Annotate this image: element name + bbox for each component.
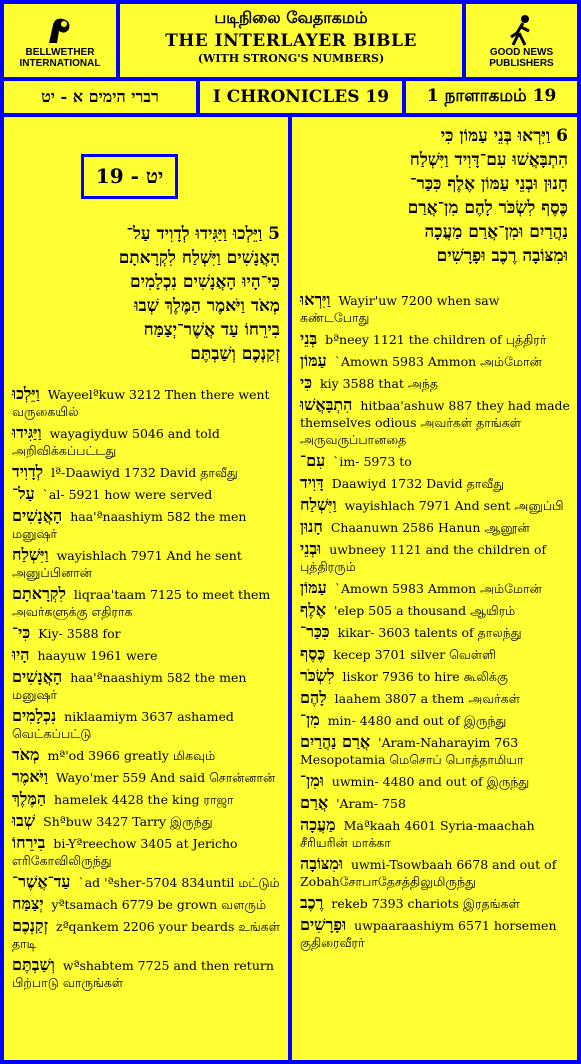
gloss-text: uwmin- 4480 and out of இருந்து	[331, 774, 530, 789]
hebrew-verse-line: וּמִצּוֹבָה רֶכֶב וּפָרָשִׁים	[436, 246, 568, 266]
gloss-entry	[12, 707, 282, 742]
hebrew-word: הַמֶּלֶךְ	[12, 789, 47, 808]
main-title: THE INTERLAYER BIBLE	[165, 31, 417, 51]
gloss-entry	[12, 895, 282, 913]
gloss-text: Shªbuw 3427 Tarry இருந்து	[43, 814, 213, 829]
hebrew-word: וַיִּרְאוּ	[300, 290, 331, 309]
gloss-entry	[300, 496, 570, 514]
good-news-logo-line1: GOOD NEWS	[489, 46, 554, 58]
good-news-runner-icon	[505, 13, 539, 47]
gloss-entry	[300, 474, 570, 492]
hebrew-word: לִקְרָאתָם	[12, 584, 66, 603]
gloss-entry	[300, 645, 570, 663]
gloss-entry	[300, 711, 570, 729]
gloss-entry	[12, 485, 282, 503]
gloss-text: mª'od 3966 greatly மிகவும்	[47, 748, 216, 763]
gloss-text: Wayir'uw 7200 when saw கண்டபோது	[300, 293, 500, 325]
hebrew-word: וַיִּשְׁלַח	[300, 495, 337, 514]
gloss-text: wayishlach 7971 And sent அனுப்பி	[344, 498, 564, 513]
gloss-entry	[12, 385, 282, 420]
gloss-text: uwpaaraashiym 6571 horsemen குதிரைவீரர்	[300, 918, 557, 950]
gloss-text: niklaamiym 3637 ashamed வெட்கப்பட்டு	[12, 709, 234, 741]
gloss-text: haa'ªnaashiym 582 the men மனுஷர்	[12, 670, 247, 702]
gloss-entry	[300, 518, 570, 536]
gloss-text: min- 4480 and out of இருந்து	[327, 713, 507, 728]
header-title-block	[120, 4, 462, 77]
gloss-entry	[300, 330, 570, 348]
right-hebrew-verse	[300, 124, 568, 268]
gloss-entry	[300, 623, 570, 641]
hebrew-verse-line: הָאֲנָשִׁים וַיִּשְׁלַח לִקְרָאתָם	[118, 248, 280, 268]
hebrew-word: וּמִצּוֹבָה	[300, 854, 343, 873]
hebrew-word: דָּוִיד	[300, 473, 324, 492]
gloss-entry	[300, 816, 570, 851]
hebrew-word: כִּי־	[12, 623, 31, 642]
gloss-entry	[300, 374, 570, 392]
bellwether-ram-icon	[43, 13, 77, 47]
gloss-text: kikar- 3603 talents of தாலந்து	[337, 625, 522, 640]
hebrew-word: וַיִּשְׁלַח	[12, 545, 49, 564]
hebrew-word: וְשַׁבְתֶּם	[12, 955, 55, 974]
gloss-entry	[12, 463, 282, 481]
gloss-entry	[12, 424, 282, 459]
gloss-entry	[300, 540, 570, 575]
hebrew-word: וּמִן־	[300, 771, 324, 790]
hebrew-word: שְׁבוּ	[12, 811, 36, 830]
gloss-entry	[300, 352, 570, 370]
hebrew-verse-line: 5 וַיֵּלְכוּ וַיַּגִּידוּ לְדָוִיד עַל־	[126, 224, 280, 244]
gloss-text: liskor 7936 to hire கூலிக்கு	[342, 669, 508, 684]
gloss-entry	[300, 291, 570, 326]
hebrew-word: עַד־אֲשֶׁר־	[12, 872, 71, 891]
gloss-entry	[12, 507, 282, 542]
hebrew-word: אֲרַם נַהֲרַיִם	[300, 732, 371, 751]
gloss-text: yªtsamach 6779 be grown வளரும்	[51, 897, 267, 912]
hebrew-word: מְאֹד	[12, 745, 40, 764]
gloss-text: bªneey 1121 the children of புத்திரர்	[325, 332, 547, 347]
hebrew-word: וַיֵּלְכוּ	[12, 384, 40, 403]
good-news-logo-line2: PUBLISHERS	[489, 57, 554, 69]
gloss-text: haa'ªnaashiym 582 the men மனுஷர்	[12, 509, 247, 541]
hebrew-word: נִכְלָמִים	[12, 706, 57, 725]
hebrew-word: כִּי	[300, 373, 313, 392]
hebrew-word: לִשְׂכֹּר	[300, 666, 335, 685]
gloss-text: bi-Yªreechow 3405 at Jericho எரிகோவிலிருந்து	[12, 836, 238, 868]
gloss-text: rekeb 7393 chariots இரதங்கள்	[331, 896, 520, 911]
hebrew-verse-line: חָנוּן וּבְנֵי עַמּוֹן אֶלֶף כִּכַּר־	[409, 174, 568, 194]
gloss-entry	[300, 894, 570, 912]
gloss-text: haayuw 1961 were	[37, 648, 158, 663]
tamil-title: படிநிலை வேதாகமம்	[214, 8, 368, 27]
hebrew-word: עַל־	[12, 484, 35, 503]
gloss-text: hamelek 4428 the king ராஜா	[54, 792, 234, 807]
gloss-entry	[300, 794, 570, 812]
good-news-logo	[466, 4, 577, 77]
gloss-entry	[12, 768, 282, 786]
gloss-text: Wayeelªkuw 3212 Then there went வருகையில்	[12, 387, 270, 419]
gloss-text: zªqankem 2206 your beards உங்கள் தாடி	[12, 919, 281, 951]
hebrew-verse-line: נַהֲרַיִם וּמִן־אֲרַם מַעֲכָה	[424, 222, 568, 242]
gloss-text: `Amown 5983 Ammon அம்மோன்	[334, 581, 542, 596]
hebrew-verse-line: הִתְבָּאֲשׁוּ עִם־דָּוִיד וַיִּשְׁלַח	[409, 150, 568, 170]
hebrew-verse-line: בִירֵחוֹ עַד אֲשֶׁר־יְצַמַּח	[143, 320, 280, 340]
hebrew-word: אֲרַם	[300, 793, 329, 812]
hebrew-word: וּבְנֵי	[300, 539, 322, 558]
gloss-entry	[300, 733, 570, 768]
gloss-text: kiy 3588 that அந்த	[320, 376, 438, 391]
hebrew-word: וּפָרָשִׁים	[300, 915, 347, 934]
gloss-text: uwbneey 1121 and the children of புத்திரரும்	[300, 542, 547, 574]
gloss-entry	[300, 579, 570, 597]
left-gloss-list	[12, 385, 282, 995]
hebrew-word: בְּנֵי	[300, 329, 318, 348]
chapter-label: יט - 19	[81, 154, 178, 199]
hebrew-word: כִּכַּר־	[300, 622, 330, 641]
bellwether-logo-line2: INTERNATIONAL	[19, 57, 101, 69]
hebrew-verse-line: כֶּסֶף לִשְׂכֹּר לָהֶם מִן־אֲרַם	[407, 198, 568, 218]
hebrew-word: לָהֶם	[300, 688, 327, 707]
gloss-text: liqraa'taam 7125 to meet them அவர்களுக்கு எதிராக	[12, 587, 271, 619]
gloss-text: 'Aram-Naharayim 763 Mesopotamia மெசொப் பொத்தாமியா	[300, 735, 524, 767]
gloss-text: 'elep 505 a thousand ஆயிரம்	[334, 603, 516, 618]
subtitle: (WITH STRONG'S NUMBERS)	[197, 52, 385, 65]
hebrew-word: כֶּסֶף	[300, 644, 326, 663]
gloss-text: wªshabtem 7725 and then return பிற்பாடு வாருங்கள்	[12, 958, 274, 990]
hebrew-word: מִן־	[300, 710, 320, 729]
gloss-entry	[12, 790, 282, 808]
hebrew-verse-line: מְאֹד וַיֹּאמֶר הַמֶּלֶךְ שְׁבוּ	[134, 296, 280, 316]
hebrew-word: הִתְבָּאֲשׁוּ	[300, 395, 353, 414]
hebrew-word: עַמּוֹן	[300, 351, 327, 370]
gloss-entry	[12, 746, 282, 764]
gloss-text: wayishlach 7971 And he sent அனுப்பினான்	[12, 548, 242, 580]
hebrew-word: וַיַּגִּידוּ	[12, 423, 42, 442]
hebrew-word: מַעֲכָה	[300, 815, 336, 834]
hebrew-word: הָאֲנָשִׁים	[12, 667, 63, 686]
bellwether-logo	[4, 4, 116, 77]
hebrew-word: הָאֲנָשִׁים	[12, 506, 63, 525]
gloss-entry	[300, 689, 570, 707]
book-bar-tamil: 1 நாளாகமம் 19	[406, 81, 577, 113]
book-bar-english: I CHRONICLES 19	[200, 81, 402, 113]
gloss-entry	[300, 855, 570, 890]
gloss-text: Kiy- 3588 for	[38, 626, 121, 641]
gloss-entry	[300, 396, 570, 448]
gloss-text: hitbaa'ashuw 887 they had made themselves odious அவர்கள் தாங்கள் அருவருப்பானதை	[300, 398, 570, 447]
gloss-text: `Amown 5983 Ammon அம்மோன்	[334, 354, 542, 369]
gloss-text: kecep 3701 silver வெள்ளி	[333, 647, 496, 662]
gloss-entry	[12, 646, 282, 664]
gloss-entry	[300, 601, 570, 619]
gloss-entry	[12, 624, 282, 642]
hebrew-word: רֶכֶב	[300, 893, 324, 912]
gloss-entry	[12, 668, 282, 703]
gloss-entry	[12, 812, 282, 830]
gloss-text: `ad 'ªsher-5704 834until மட்டும்	[78, 875, 280, 890]
gloss-text: `im- 5973 to	[333, 454, 412, 469]
gloss-text: Maªkaah 4601 Syria-maachah சீரியரின் மாக்கா	[300, 818, 535, 850]
left-hebrew-verse	[14, 222, 280, 366]
bellwether-logo-line1: BELLWETHER	[25, 46, 95, 58]
hebrew-verse-line: כִּי־הָיוּ הָאֲנָשִׁים נִכְלָמִים	[130, 272, 280, 292]
gloss-entry	[12, 834, 282, 869]
gloss-text: uwmi-Tsowbaah 6678 and out of Zobahசோபாதேசத்திலுமிருந்து	[300, 857, 557, 889]
gloss-entry	[12, 546, 282, 581]
gloss-text: Chaanuwn 2586 Hanun ஆனூன்	[330, 520, 530, 535]
hebrew-word: עִם־	[300, 451, 326, 470]
hebrew-verse-line: 6 וַיִּרְאוּ בְּנֵי עַמּוֹן כִּי	[440, 126, 568, 146]
gloss-text: Wayo'mer 559 And said சொன்னான்	[55, 770, 276, 785]
hebrew-word: הָיוּ	[12, 645, 30, 664]
gloss-text: `al- 5921 how were served	[42, 487, 213, 502]
gloss-entry	[12, 585, 282, 620]
gloss-entry	[300, 667, 570, 685]
hebrew-word: וַיֹּאמֶר	[12, 767, 48, 786]
hebrew-word: עַמּוֹן	[300, 578, 327, 597]
gloss-entry	[300, 916, 570, 951]
right-gloss-list	[300, 291, 570, 955]
hebrew-word: חָנוּן	[300, 517, 323, 536]
gloss-text: lª-Daawiyd 1732 David தாவீது	[51, 465, 238, 480]
hebrew-word: יְצַמַּח	[12, 894, 44, 913]
gloss-entry	[300, 772, 570, 790]
gloss-text: Daawiyd 1732 David தாவீது	[331, 476, 505, 491]
hebrew-word: לְדָוִיד	[12, 462, 44, 481]
hebrew-word: זְקַנְכֶם	[12, 916, 49, 935]
hebrew-word: אֶלֶף	[300, 600, 327, 619]
gloss-text: laahem 3807 a them அவர்கள்	[334, 691, 521, 706]
hebrew-word: בִירֵחוֹ	[12, 833, 46, 852]
gloss-text: 'Aram- 758	[336, 796, 406, 811]
gloss-entry	[300, 452, 570, 470]
gloss-entry	[12, 956, 282, 991]
gloss-entry	[12, 917, 282, 952]
hebrew-verse-line: זְקַנְכֶם וְשַׁבְתֶּם	[190, 344, 280, 364]
gloss-text: wayagiyduw 5046 and told அறிவிக்கப்பட்டது	[12, 426, 220, 458]
book-bar-hebrew: רברי הימים א - יט	[4, 81, 196, 113]
gloss-entry	[12, 873, 282, 891]
